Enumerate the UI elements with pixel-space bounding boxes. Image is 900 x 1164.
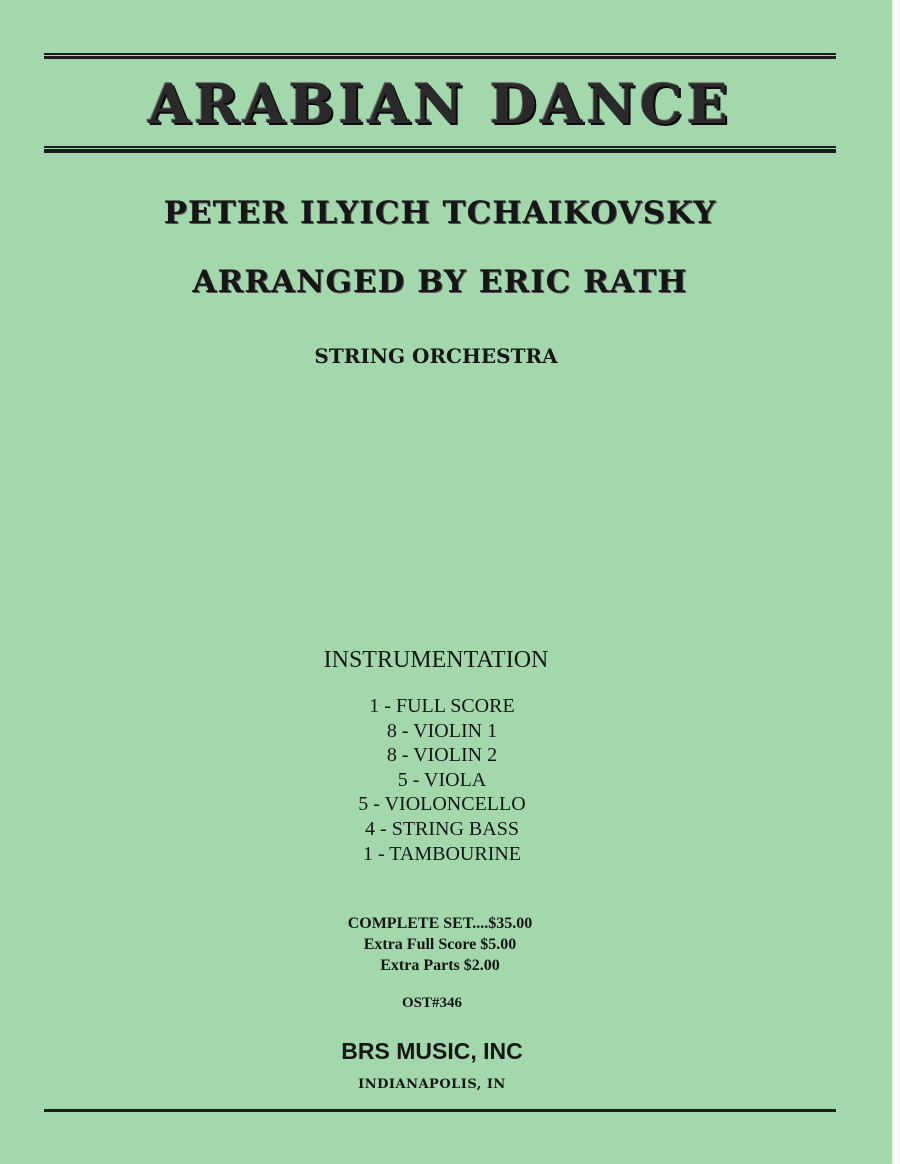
page-title: ARABIAN DANCE xyxy=(148,72,732,136)
instrument-item: 1 - FULL SCORE xyxy=(369,695,515,717)
bottom-rule xyxy=(44,1109,836,1112)
instrument-item: 8 - VIOLIN 2 xyxy=(386,744,498,767)
extra-score-price: Extra Full Score $5.00 xyxy=(363,936,517,953)
instrumentation-heading: INSTRUMENTATION xyxy=(323,647,549,673)
arranger-credit: ARRANGED BY ERIC RATH xyxy=(192,264,688,300)
instrument-item: 1 - TAMBOURINE xyxy=(362,842,522,865)
page-edge xyxy=(892,0,900,1164)
ensemble-type: STRING ORCHESTRA xyxy=(314,344,558,368)
composer-name: PETER ILYICH TCHAIKOVSKY xyxy=(163,195,717,231)
extra-parts-price: Extra Parts $2.00 xyxy=(380,957,500,974)
complete-set-price: COMPLETE SET....$35.00 xyxy=(347,915,533,932)
catalog-number: OST#346 xyxy=(401,995,462,1011)
instrument-item: 8 - VIOLIN 1 xyxy=(386,719,498,742)
instrument-item: 5 - VIOLONCELLO xyxy=(358,793,526,816)
title-double-rule xyxy=(44,146,836,153)
top-double-rule xyxy=(44,53,836,59)
instrumentation-list xyxy=(0,694,884,866)
publisher-city: INDIANAPOLIS, IN xyxy=(358,1077,506,1092)
publisher-name: BRS MUSIC, INC xyxy=(341,1038,523,1064)
instrument-item: 5 - VIOLA xyxy=(397,768,487,791)
instrument-item: 4 - STRING BASS xyxy=(365,817,519,840)
